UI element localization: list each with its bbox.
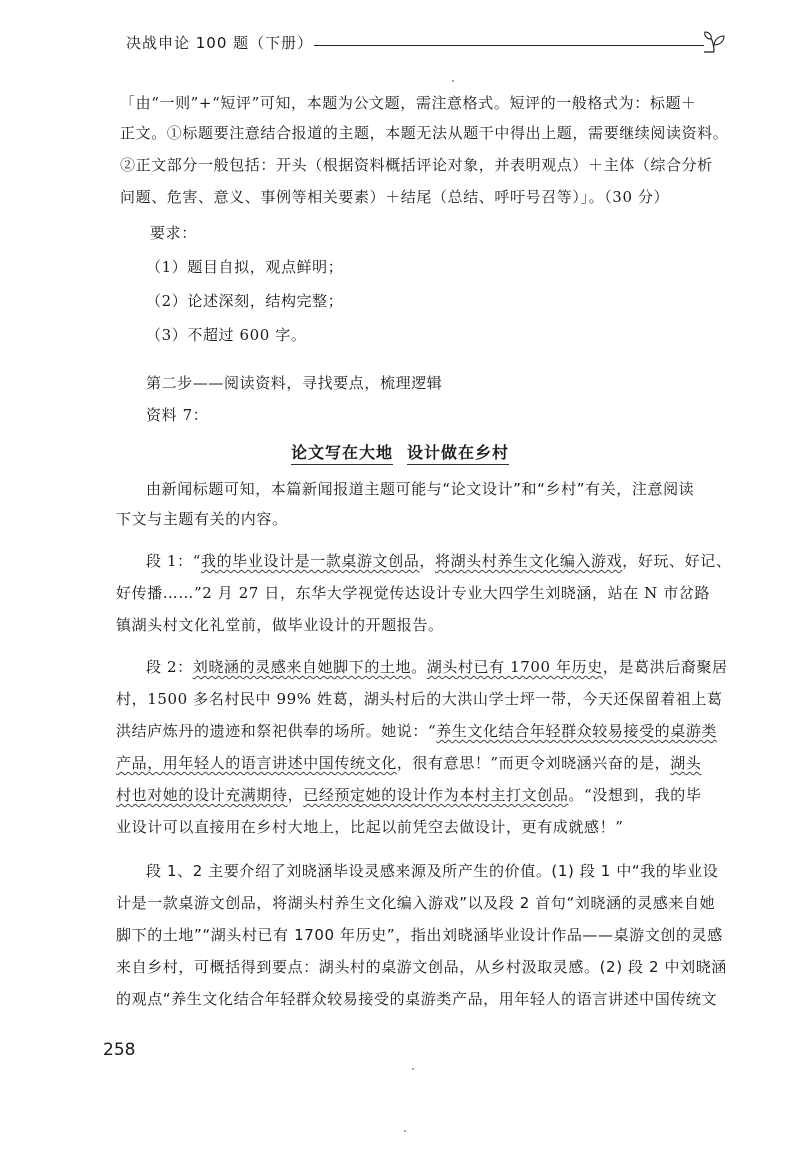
- sprout-icon: [700, 30, 730, 56]
- intro-line-1: 「由“一则”+“短评”可知，本题为公文题，需注意格式。短评的一般格式为：标题＋: [120, 94, 697, 112]
- scan-speck: [404, 1130, 406, 1132]
- para2-highlight-7: 已经预定她的设计作为本村主打文创品: [303, 786, 569, 804]
- para2-label: 段 2：: [146, 658, 193, 676]
- book-title: 决战申论 100 题（下册）: [126, 34, 314, 52]
- page-number: 258: [103, 1040, 136, 1060]
- scan-speck: [452, 80, 454, 82]
- para2-line-3-text: 洪结庐炼丹的遗迹和祭祀供奉的场所。她说：“: [116, 722, 437, 740]
- para2-line-2: 村，1500 多名村民中 99% 姓葛，湖头村后的大洪山学士坪一带，今天还保留着祖上葛: [116, 690, 723, 708]
- para2-highlight-6: 村也对她的设计充满期待: [116, 786, 288, 804]
- article-title: [0, 440, 800, 465]
- para1-highlight-2: 将湖头村养生文化编入游戏: [435, 552, 623, 570]
- para2-line-6: 业设计可以直接用在乡村大地上，比起以前凭空去做设计，更有成就感！”: [116, 818, 624, 836]
- para1-line-1: [146, 550, 731, 571]
- para2-highlight-4: 产品，用年轻人的语言讲述中国传统文化: [116, 754, 397, 772]
- analysis-line-4: 来自乡村，可概括得到要点：湖头村的桌游文创品，从乡村汲取灵感。(2) 段 2 中刘晓涵: [116, 958, 727, 976]
- para2-sep-1: 。: [411, 658, 427, 676]
- intro-line-3: ②正文部分一般包括：开头（根据资料概括评论对象，并表明观点）＋主体（综合分析: [120, 156, 713, 174]
- para2-line-5: [116, 784, 702, 805]
- para1-label: 段 1：: [146, 552, 193, 570]
- para2-line-5-text: 。“没想到，我的毕: [568, 786, 702, 804]
- analysis-line-5: 的观点“养生文化结合年轻群众较易接受的桌游类产品，用年轻人的语言讲述中国传统文: [116, 990, 718, 1008]
- requirements-label: 要求：: [150, 224, 197, 242]
- requirement-item-1: （1）题目自拟，观点鲜明；: [146, 258, 344, 276]
- running-header: [126, 30, 726, 58]
- requirement-item-3: （3）不超过 600 字。: [146, 326, 307, 344]
- note-line-2: 下文与主题有关的内容。: [116, 510, 288, 528]
- para2-sep-2: ，: [287, 786, 304, 804]
- para1-line-3: 镇湖头村文化礼堂前，做毕业设计的开题报告。: [116, 616, 444, 634]
- article-title-part-1: 论文写在大地: [291, 440, 393, 465]
- intro-line-2: 正文。①标题要注意结合报道的主题，本题无法从题干中得出上题，需要继续阅读资料。: [120, 124, 729, 142]
- para2-tail-1: ，是葛洪后裔聚居: [602, 658, 728, 676]
- para2-line-4: [116, 752, 702, 773]
- material-label: 资料 7：: [146, 406, 209, 424]
- article-title-part-2: 设计做在乡村: [407, 440, 509, 465]
- scan-speck: [412, 1068, 414, 1070]
- analysis-line-3: 脚下的土地”“湖头村已有 1700 年历史”，指出刘晓涵毕业设计作品——桌游文创的灵感: [116, 926, 723, 944]
- para2-highlight-5: 湖头: [670, 754, 702, 772]
- para1-highlight-1: 我的毕业设计是一款桌游文创品: [201, 552, 420, 570]
- para2-line-1: [146, 656, 728, 677]
- para2-line-3: [116, 720, 717, 741]
- para2-highlight-1: 刘晓涵的灵感来自她脚下的土地: [192, 658, 412, 676]
- para1-line-2: 好传播……”2 月 27 日，东华大学视觉传达设计专业大四学生刘晓涵，站在 N 市岔路: [116, 584, 711, 602]
- para1-tail-1: ，好玩、好记、: [622, 552, 732, 570]
- intro-line-4: 问题、危害、意义、事例等相关要素）＋结尾（总结、呼吁号召等）」。（30 分）: [120, 188, 670, 206]
- quote-mark: “: [192, 552, 201, 570]
- para2-line-4-text: ，很有意思！”而更令刘晓涵兴奋的是，: [396, 754, 671, 772]
- analysis-line-1: 段 1、2 主要介绍了刘晓涵毕设灵感来源及所产生的价值。(1) 段 1 中“我的毕业设: [146, 862, 719, 880]
- para2-highlight-2: 湖头村已有 1700 年历史: [426, 658, 603, 676]
- step-heading: 第二步——阅读资料，寻找要点，梳理逻辑: [146, 374, 443, 392]
- requirement-item-2: （2）论述深刻，结构完整；: [146, 292, 344, 310]
- note-line-1: 由新闻标题可知，本篇新闻报道主题可能与“论文设计”和“乡村”有关，注意阅读: [146, 480, 695, 498]
- analysis-line-2: 计是一款桌游文创品，将湖头村养生文化编入游戏”以及段 2 首句“刘晓涵的灵感来自她: [116, 894, 716, 912]
- para1-sep-1: ，: [419, 552, 436, 570]
- header-rule: [314, 45, 704, 46]
- para2-highlight-3: 养生文化结合年轻群众较易接受的桌游类: [436, 722, 718, 740]
